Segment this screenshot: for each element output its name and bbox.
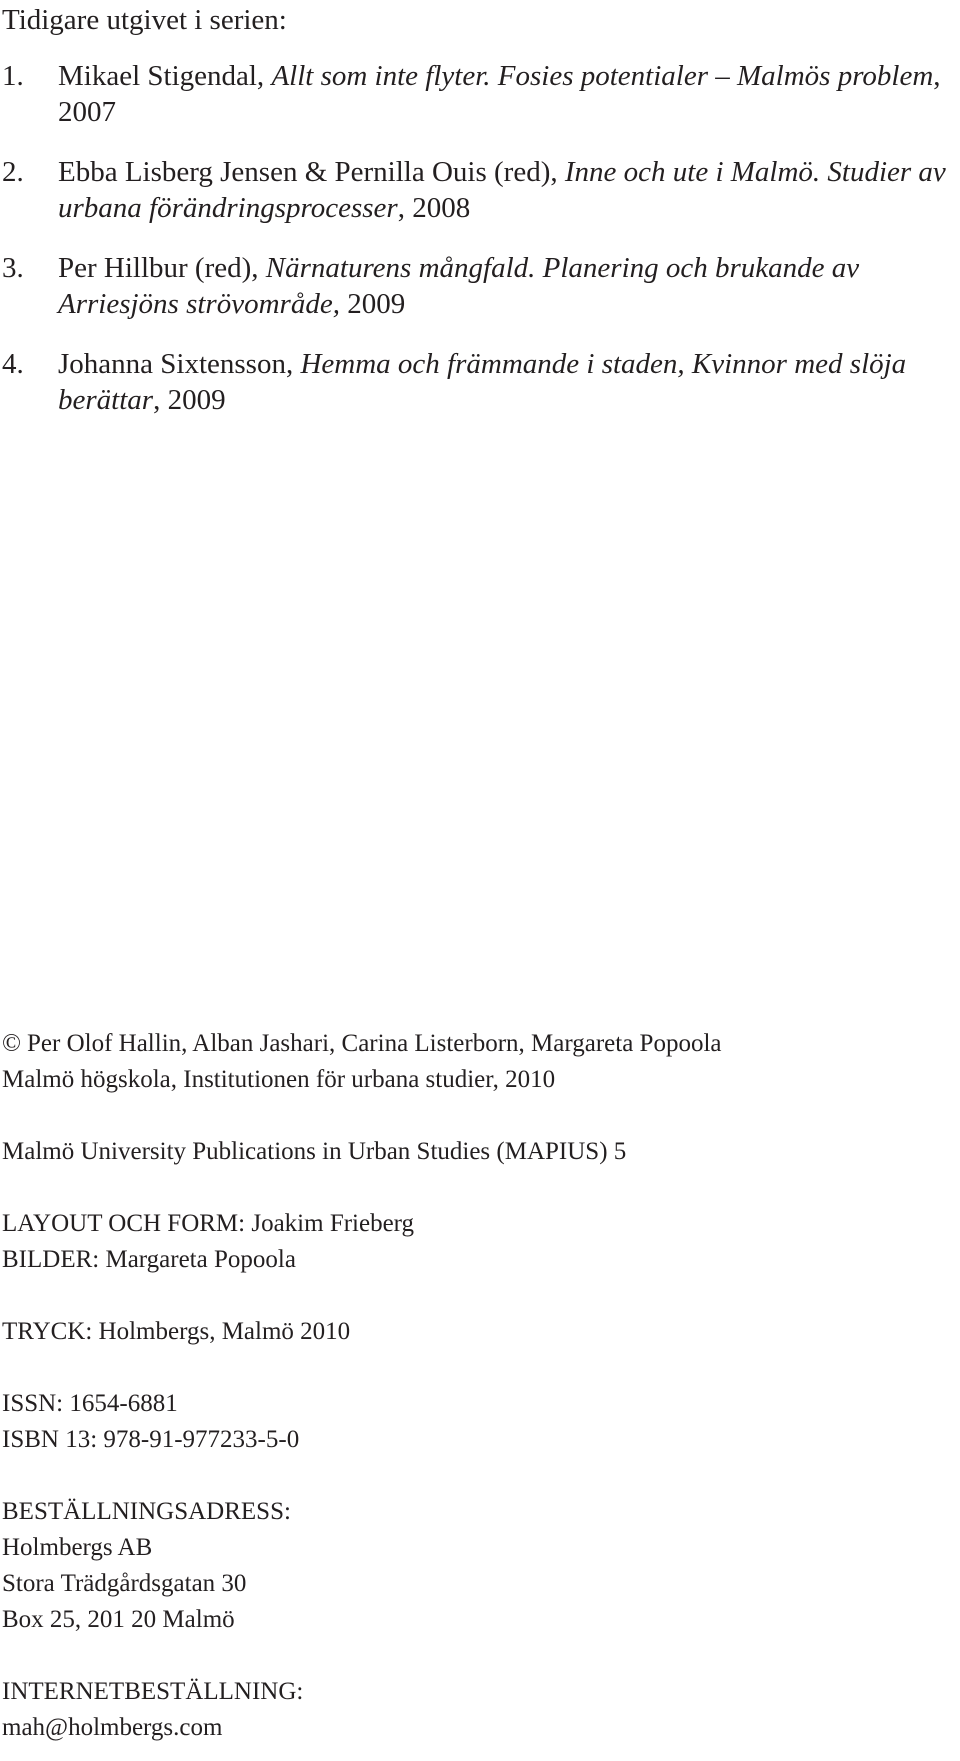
spacer: [2, 1638, 952, 1674]
internet-order-heading: INTERNETBESTÄLLNING:: [2, 1678, 304, 1705]
series-item-author: Ebba Lisberg Jensen & Pernilla Ouis (red),: [58, 156, 565, 188]
series-list: [2, 58, 952, 418]
series-item: [2, 58, 952, 130]
series-item: [2, 346, 952, 418]
internet-order-email: mah@holmbergs.com: [2, 1714, 223, 1741]
series-item-text: [58, 250, 952, 322]
series-item-year: , 2009: [153, 384, 226, 416]
issn: ISSN: 1654-6881: [2, 1390, 178, 1417]
spacer: [2, 1170, 952, 1206]
series-name: Malmö University Publications in Urban Studies (MAPIUS) 5: [2, 1138, 627, 1165]
order-address-line: Stora Trädgårdsgatan 30: [2, 1570, 247, 1597]
series-item-year: , 2008: [397, 192, 471, 224]
isbn: ISBN 13: 978-91-977233-5-0: [2, 1426, 300, 1453]
layout-credit: LAYOUT OCH FORM: Joakim Frieberg: [2, 1210, 415, 1237]
series-item-title: Närnaturens mångfald. Planering och brukande av Arriesjöns strövområde,: [58, 252, 860, 320]
order-heading: BESTÄLLNINGSADRESS:: [2, 1498, 291, 1525]
spacer: [2, 1350, 952, 1386]
series-item-year: 2009: [339, 288, 406, 320]
series-item: [2, 250, 952, 322]
series-item-title: Inne och ute i Malmö. Studier av urbana förändringsprocesser: [58, 156, 946, 224]
order-address-line: Box 25, 201 20 Malmö: [2, 1606, 235, 1633]
copyright-line: [2, 1026, 952, 1062]
series-item-number: 3.: [2, 252, 24, 284]
order-address-line: Holmbergs AB: [2, 1534, 153, 1561]
colophon-section: [2, 1026, 952, 1746]
series-heading: Tidigare utgivet i serien:: [2, 4, 287, 36]
series-item-text: [58, 58, 952, 130]
series-item-number: 2.: [2, 156, 24, 188]
spacer: [2, 1278, 952, 1314]
series-item-author: Johanna Sixtensson,: [58, 348, 301, 380]
series-item: [2, 154, 952, 226]
spacer: [2, 1098, 952, 1134]
previous-series-section: [2, 0, 952, 442]
series-item-author: Mikael Stigendal,: [58, 60, 272, 92]
series-item-text: [58, 346, 952, 418]
print-credit: TRYCK: Holmbergs, Malmö 2010: [2, 1318, 351, 1345]
series-item-text: [58, 154, 952, 226]
copyright-holder: Malmö högskola, Institutionen för urbana studier, 2010: [2, 1066, 556, 1093]
series-item-number: 4.: [2, 348, 24, 380]
images-credit: BILDER: Margareta Popoola: [2, 1246, 296, 1273]
spacer: [2, 1458, 952, 1494]
copyright-icon: ©: [2, 1030, 21, 1057]
copyright-authors: Per Olof Hallin, Alban Jashari, Carina Listerborn, Margareta Popoola: [27, 1030, 722, 1057]
series-item-title: Hemma och främmande i staden, Kvinnor med slöja berättar: [58, 348, 907, 416]
series-item-number: 1.: [2, 60, 24, 92]
series-item-author: Per Hillbur (red),: [58, 252, 266, 284]
series-item-title: Allt som inte flyter. Fosies potentialer – Malmös problem: [271, 60, 934, 92]
series-item-year: , 2007: [58, 60, 941, 128]
